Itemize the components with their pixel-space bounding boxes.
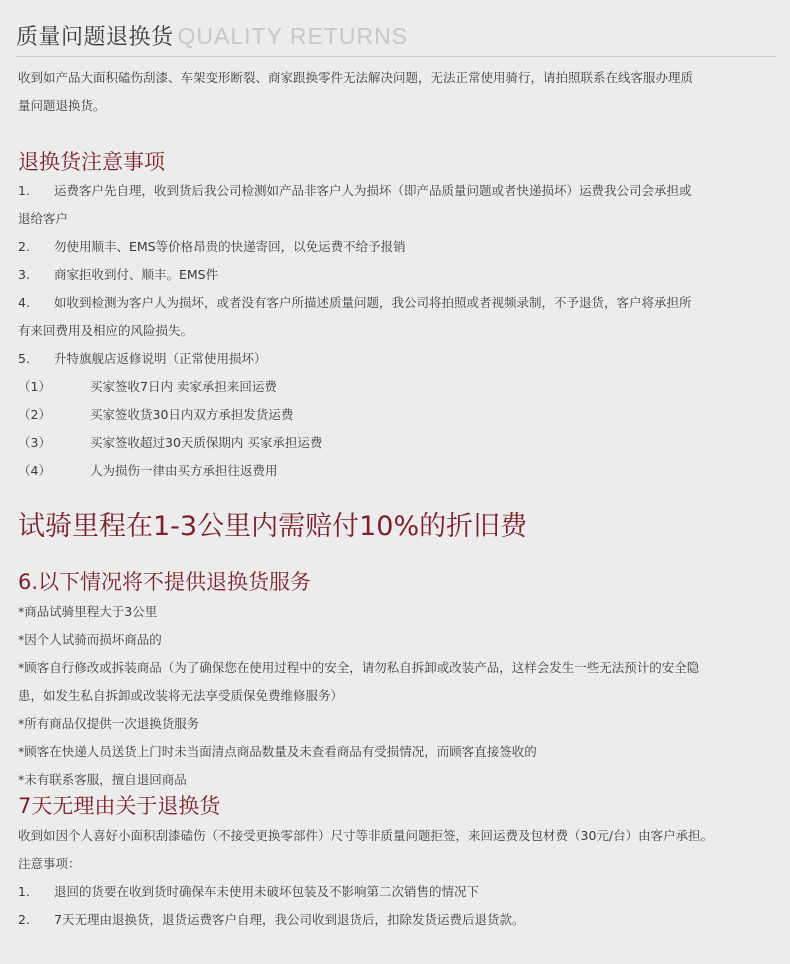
list-item: 1. 退回的货要在收到货时确保车未使用未破坏包装及不影响第二次销售的情况下 [18, 884, 480, 899]
list-item: *因个人试骑而损坏商品的 [18, 632, 162, 647]
list-item: 2. 7天无理由退换货，退货运费客户自理，我公司收到退货后，扣除发货运费后退货款。 [18, 912, 525, 927]
list-item: 3. 商家拒收到付、顺丰。EMS件 [18, 267, 219, 282]
list-item: 2. 勿使用顺丰、EMS等价格昂贵的快递寄回，以免运费不给予报销 [18, 239, 406, 254]
list-item-continuation: 退给客户 [18, 211, 69, 226]
header-title-cn: 质量问题退换货 [16, 25, 174, 50]
list-item: *顾客在快递人员送货上门时未当面清点商品数量及未查看商品有受损情况，而顾客直接签收的 [18, 744, 537, 759]
page-header [16, 20, 776, 57]
intro-line: 量问题退换货。 [18, 98, 106, 113]
intro-paragraph [18, 64, 778, 120]
seven-day-section-title: 7天无理由关于退换货 [18, 794, 221, 818]
list-item-continuation: 患，如发生私自拆卸或改装将无法享受质保免费维修服务） [18, 688, 344, 703]
notes-label: 注意事项： [18, 856, 81, 871]
header-title-en: QUALITY RETURNS [177, 23, 409, 49]
list-item: *顾客自行修改或拆装商品（为了确保您在使用过程中的安全，请勿私自拆卸或改装产品，这样会发生一些无法预计的安全隐 [18, 660, 700, 675]
no-return-section-title: 6.以下情况将不提供退换货服务 [18, 570, 312, 594]
list-item: 5. 升特旗舰店返修说明（正常使用损坏） [18, 351, 267, 366]
list-item: *所有商品仅提供一次退换货服务 [18, 716, 200, 731]
no-return-list [18, 598, 778, 794]
list-item: 4. 如收到检测为客户人为损坏，或者没有客户所描述质量问题，我公司将拍照或者视频录制，不予退货，客户将承担所 [18, 295, 692, 310]
notes-list [18, 177, 778, 485]
seven-day-text: 收到如因个人喜好小面积刮漆磕伤（不接受更换零部件）尺寸等非质量问题拒签，来回运费及包材费（30元/台）由客户承担。 [18, 828, 714, 843]
notes-section-title: 退换货注意事项 [18, 150, 165, 174]
sub-list-item: （1） 买家签收7日内 卖家承担来回运费 [18, 379, 277, 394]
seven-day-content [18, 822, 778, 934]
sub-list-item: （3） 买家签收超过30天质保期内 买家承担运费 [18, 435, 323, 450]
list-item: 1. 运费客户先自理，收到货后我公司检测如产品非客户人为损坏（即产品质量问题或者快递损坏）运费我公司会承担或 [18, 183, 692, 198]
list-item: *商品试骑里程大于3公里 [18, 604, 158, 619]
mileage-notice: 试骑里程在1-3公里内需赔付10%的折旧费 [18, 511, 528, 542]
list-item: *未有联系客服，擅自退回商品 [18, 772, 187, 787]
sub-list-item: （4） 人为损伤一律由买方承担往返费用 [18, 463, 278, 478]
list-item-continuation: 有来回费用及相应的风险损失。 [18, 323, 194, 338]
sub-list-item: （2） 买家签收货30日内双方承担发货运费 [18, 407, 294, 422]
intro-line: 收到如产品大面积磕伤刮漆、车架变形断裂、商家跟换零件无法解决问题，无法正常使用骑行，请拍照联系在线客服办理质 [18, 70, 694, 85]
